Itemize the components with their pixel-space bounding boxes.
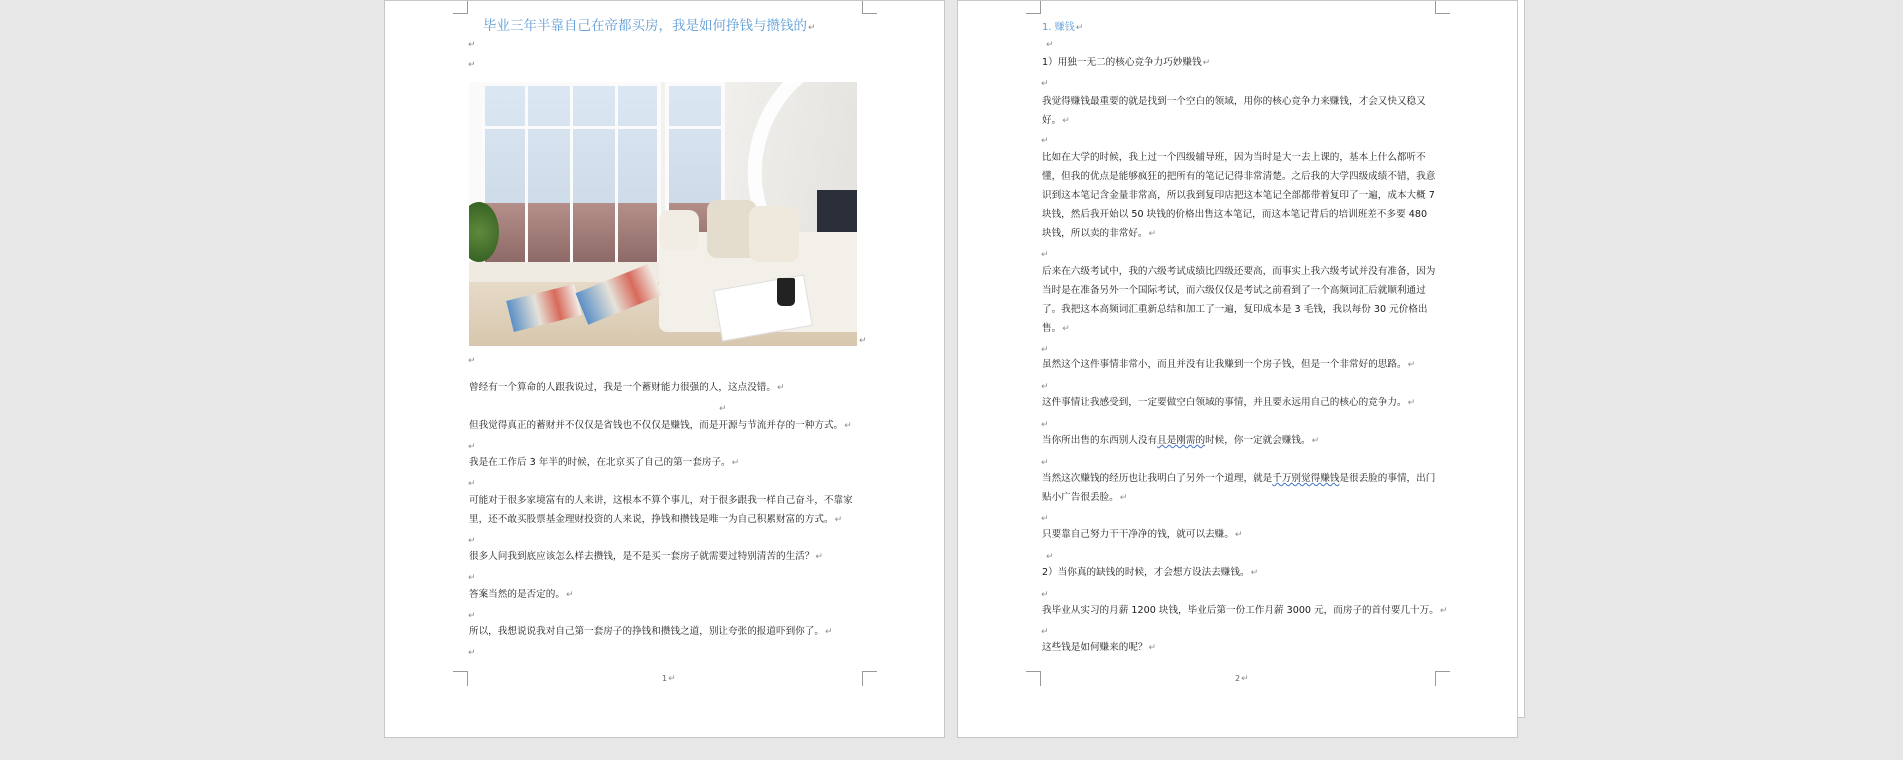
paragraph-mark: ↵	[468, 648, 476, 658]
margin-corner-top-right	[862, 0, 877, 14]
paragraph-mark: ↵	[1041, 345, 1049, 355]
paragraph-mark: ↵	[1041, 420, 1049, 430]
document-page-2[interactable]	[957, 0, 1518, 738]
section-heading[interactable]: 1. 赚钱↵	[1042, 22, 1084, 33]
paragraph-4[interactable]: 可能对于很多家境富有的人来讲，这根本不算个事儿，对于很多跟我一样自己奋斗，不靠家里，还不敢买股票基金理财投资的人来说，挣钱和攒钱是唯一为自己积累财富的方式。↵	[469, 495, 853, 525]
paragraph-3[interactable]: 我是在工作后 3 年半的时候，在北京买了自己的第一套房子。↵	[469, 457, 740, 468]
spellcheck-underline[interactable]: 千万别觉得赚钱	[1272, 473, 1340, 484]
paragraph-mark: ↵	[468, 442, 476, 452]
document-page-3-edge[interactable]	[1518, 0, 1525, 718]
paragraph-mark: ↵	[1041, 79, 1049, 89]
page-number: 1↵	[662, 674, 676, 684]
paragraph-mark: ↵	[1041, 627, 1049, 637]
margin-corner-top-right	[1435, 0, 1450, 14]
paragraph-mark: ↵	[1041, 590, 1049, 600]
paragraph-5[interactable]: 很多人问我到底应该怎么样去攒钱，是不是买一套房子就需要过特别清苦的生活？↵	[469, 551, 823, 562]
paragraph-mark: ↵	[1041, 136, 1049, 146]
paragraph-mark: ↵	[468, 60, 476, 70]
paragraph-mark: ↵	[468, 356, 476, 366]
paragraph-4[interactable]: 虽然这个这件事情非常小，而且并没有让我赚到一个房子钱，但是一个非常好的思路。↵	[1042, 359, 1416, 370]
margin-corner-bottom-left	[1026, 671, 1041, 686]
paragraph-1[interactable]: 我觉得赚钱最重要的就是找到一个空白的领域，用你的核心竞争力来赚钱，才会又快又稳又好。↵	[1042, 96, 1426, 126]
paragraph-1[interactable]: 曾经有一个算命的人跟我说过，我是一个蓄财能力很强的人，这点没错。↵	[469, 382, 785, 393]
subheading-1[interactable]: 1）用独一无二的核心竞争力巧妙赚钱↵	[1042, 57, 1211, 68]
paragraph-mark: ↵	[468, 573, 476, 583]
paragraph-6[interactable]: 当你所出售的东西别人没有且是刚需的时候，你一定就会赚钱。↵	[1042, 435, 1320, 446]
interior-photo[interactable]	[469, 82, 857, 346]
margin-corner-top-left	[453, 0, 468, 14]
paragraph-mark: ↵	[468, 536, 476, 546]
paragraph-mark: ↵	[859, 336, 867, 346]
paragraph-mark: ↵	[1041, 250, 1049, 260]
paragraph-mark: ↵	[1046, 40, 1054, 50]
paragraph-2[interactable]: 但我觉得真正的蓄财并不仅仅是省钱也不仅仅是赚钱，而是开源与节流并存的一种方式。↵	[469, 420, 852, 431]
paragraph-2[interactable]: 比如在大学的时候，我上过一个四级辅导班，因为当时是大一去上课的，基本上什么都听不懂，但我的优点是能够疯狂的把所有的笔记记得非常清楚。之后我的大学四级成绩不错，我意识到这本笔记含金量非常高，所以我到复印店把这本笔记全部都带着复印了一遍，成本大概 7 块钱，然后我开始以 50 块钱的价格出售这本笔记，而这本笔记背后的培训班差不多要 480 块钱，所以卖的非常好。↵	[1042, 152, 1436, 239]
paragraph-10[interactable]: 这些钱是如何赚来的呢？↵	[1042, 642, 1157, 653]
margin-corner-bottom-left	[453, 671, 468, 686]
page-number: 2↵	[1235, 674, 1249, 684]
paragraph-mark: ↵	[719, 404, 727, 414]
paragraph-9[interactable]: 我毕业从实习的月薪 1200 块钱，毕业后第一份工作月薪 3000 元，而房子的首付要几十万。↵	[1042, 605, 1448, 616]
paragraph-mark: ↵	[1041, 382, 1049, 392]
paragraph-mark: ↵	[468, 611, 476, 621]
paragraph-8[interactable]: 只要靠自己努力干干净净的钱，就可以去赚。↵	[1042, 529, 1243, 540]
document-title[interactable]: 毕业三年半靠自己在帝都买房，我是如何挣钱与攒钱的↵	[483, 18, 816, 34]
paragraph-mark: ↵	[468, 40, 476, 50]
subheading-2[interactable]: 2）当你真的缺钱的时候，才会想方设法去赚钱。↵	[1042, 567, 1259, 578]
margin-corner-top-left	[1026, 0, 1041, 14]
paragraph-5[interactable]: 这件事情让我感受到，一定要做空白领域的事情，并且要永远用自己的核心的竞争力。↵	[1042, 397, 1416, 408]
paragraph-mark: ↵	[1041, 514, 1049, 524]
document-page-1[interactable]	[384, 0, 945, 738]
paragraph-7[interactable]: 所以，我想说说我对自己第一套房子的挣钱和攒钱之道，别让夸张的报道吓到你了。↵	[469, 626, 833, 637]
spellcheck-underline[interactable]: 且是刚需的	[1157, 435, 1206, 446]
paragraph-3[interactable]: 后来在六级考试中，我的六级考试成绩比四级还要高，而事实上我六级考试并没有准备，因为当时是在准备另外一个国际考试，而六级仅仅是考试之前看到了一个高频词汇后就顺利通过了。我把这本高频词汇重新总结和加工了一遍，复印成本是 3 毛钱，我以每份 30 元价格出售。↵	[1042, 266, 1436, 334]
paragraph-7[interactable]: 当然这次赚钱的经历也让我明白了另外一个道理，就是千万别觉得赚钱是很丢脸的事情，出门贴小广告很丢脸。↵	[1042, 473, 1436, 503]
paragraph-6[interactable]: 答案当然的是否定的。↵	[469, 589, 574, 600]
paragraph-mark: ↵	[468, 479, 476, 489]
margin-corner-bottom-right	[1435, 671, 1450, 686]
paragraph-mark: ↵	[1046, 552, 1054, 562]
paragraph-mark: ↵	[1041, 458, 1049, 468]
margin-corner-bottom-right	[862, 671, 877, 686]
